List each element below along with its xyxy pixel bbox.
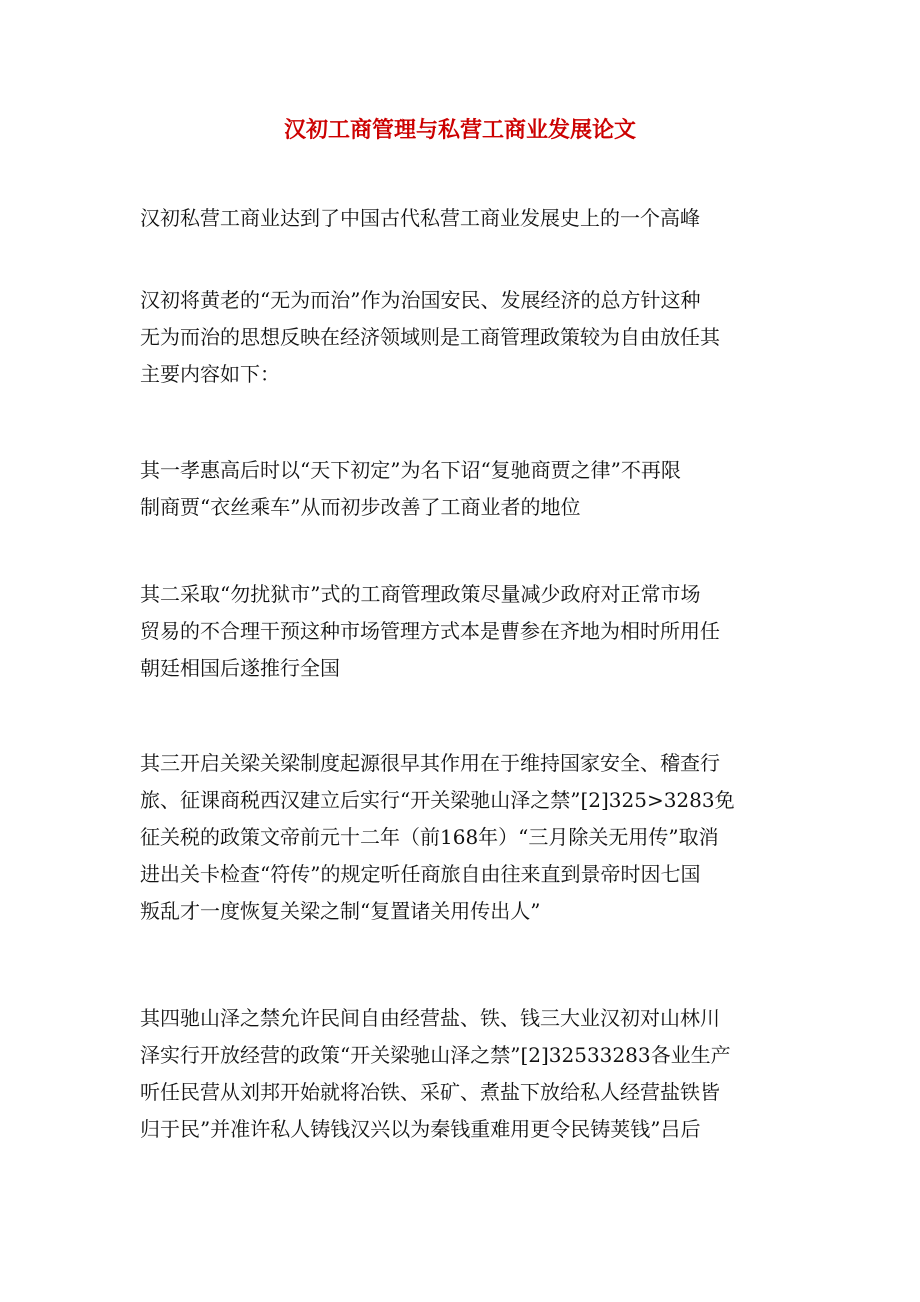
paragraph-6 [140, 1000, 780, 1148]
paragraph-line: 其三开启关梁关梁制度起源很早其作用在于维持国家安全、稽查行 [140, 751, 720, 775]
paragraph-5 [140, 745, 780, 930]
paragraph-2 [140, 282, 780, 393]
paragraph-line: 征关税的政策文帝前元十二年（前168年）“三月除关无用传”取消 [140, 825, 719, 849]
paragraph-line: 归于民”并准许私人铸钱汉兴以为秦钱重难用更令民铸荚钱”吕后 [140, 1117, 701, 1141]
paragraph-line: 其二采取“勿扰狱市”式的工商管理政策尽量减少政府对正常市场 [140, 582, 701, 606]
paragraph-line: 其四驰山泽之禁允许民间自由经营盐、铁、钱三大业汉初对山林川 [140, 1006, 720, 1030]
paragraph-line: 听任民营从刘邦开始就将冶铁、采矿、煮盐下放给私人经营盐铁皆 [140, 1080, 720, 1104]
paragraph-line: 旅、征课商税西汉建立后实行“开关梁驰山泽之禁”[2]325>3283免 [140, 788, 735, 812]
paragraph-line: 泽实行开放经营的政策“开关梁驰山泽之禁”[2]32533283各业生产 [140, 1043, 731, 1067]
paragraph-line: 朝廷相国后遂推行全国 [140, 656, 340, 680]
paragraph-4 [140, 576, 780, 687]
document-title: 汉初工商管理与私营工商业发展论文 [283, 117, 636, 143]
paragraph-3 [140, 452, 780, 526]
paragraph-line: 贸易的不合理干预这种市场管理方式本是曹参在齐地为相时所用任 [140, 619, 720, 643]
paragraph-line: 主要内容如下： [140, 362, 280, 386]
paragraph-1 [140, 200, 780, 237]
paragraph-line: 其一孝惠高后时以“天下初定”为名下诏“复驰商贾之律”不再限 [140, 458, 681, 482]
paragraph-line: 无为而治的思想反映在经济领域则是工商管理政策较为自由放任其 [140, 325, 720, 349]
paragraph-line: 叛乱才一度恢复关梁之制“复置诸关用传出人” [140, 899, 541, 923]
paragraph-line: 汉初将黄老的“无为而治”作为治国安民、发展经济的总方针这种 [140, 288, 701, 312]
paragraph-line: 汉初私营工商业达到了中国古代私营工商业发展史上的一个高峰 [140, 206, 700, 230]
paragraph-line: 制商贾“衣丝乘车”从而初步改善了工商业者的地位 [140, 495, 581, 519]
paragraph-line: 进出关卡检查“符传”的规定听任商旅自由往来直到景帝时因七国 [140, 862, 701, 886]
